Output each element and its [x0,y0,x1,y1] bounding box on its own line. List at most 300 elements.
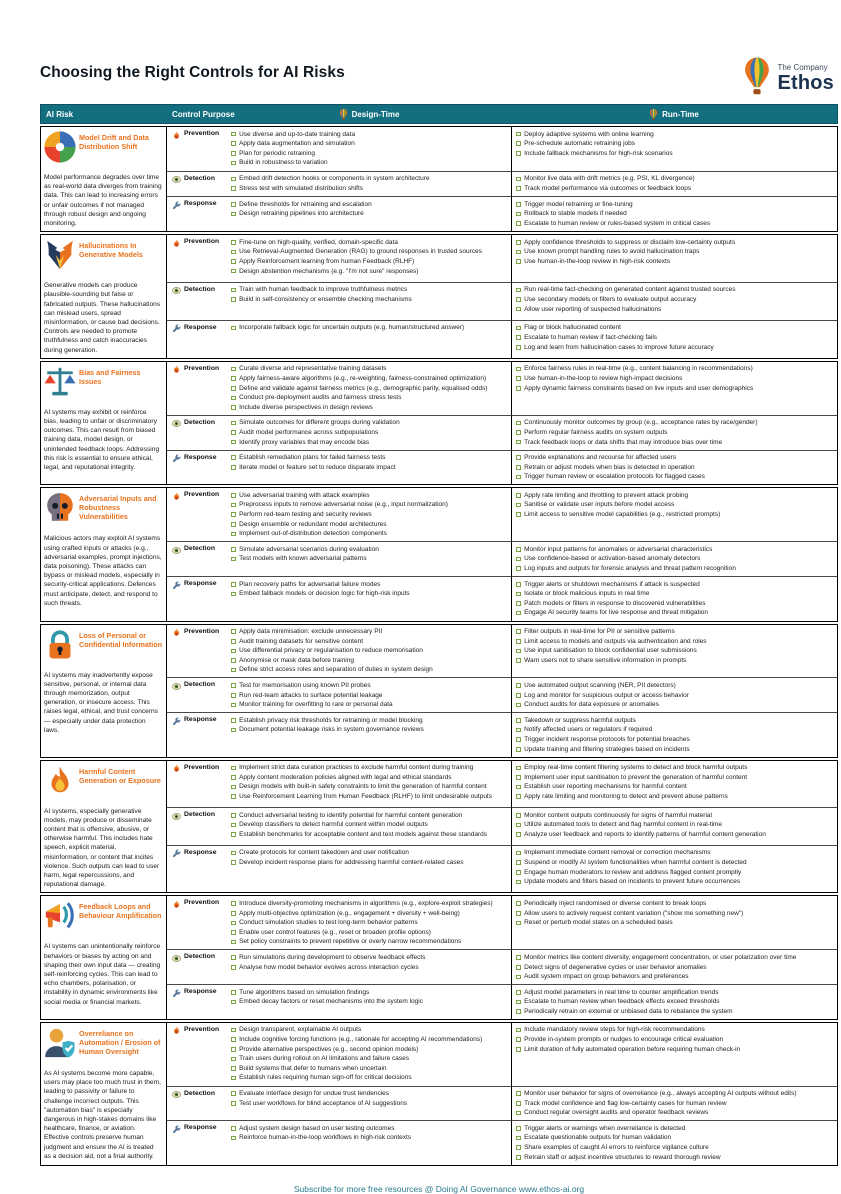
control-item [231,520,507,530]
control-item [231,510,507,520]
checkbox-icon [516,297,521,302]
control-item-text: Implement out-of-distribution detection components [239,530,387,538]
control-item [516,384,833,394]
control-item-text: Limit duration of fully automated operation before requiring human check-in [524,1045,741,1053]
checkbox-icon [231,132,236,137]
checkbox-icon [516,880,521,885]
bullet-list [516,811,833,840]
detection-icon [172,953,181,963]
control-item-text: Use differential privacy or regularisation to reduce memorisation [239,647,423,655]
checkbox-icon [516,503,521,508]
bullet-list [231,418,507,447]
balloon-icon [742,56,772,101]
bullet-list [516,953,833,982]
human-oversight-icon [43,1026,77,1060]
checkbox-icon [516,629,521,634]
checkbox-icon [231,649,236,654]
design-time-cell [227,488,511,542]
control-item-text: Adjust model parameters in real time to counter amplification trends [524,988,719,996]
purpose-cell-response [167,713,227,756]
control-item [231,637,507,647]
control-item-text: Include fallback mechanisms for high-risk scenarios [524,149,673,157]
bullet-list [516,491,833,520]
control-item [231,545,507,555]
control-item [516,735,833,745]
checkbox-icon [231,668,236,673]
run-time-cell [511,197,837,231]
purpose-cell-detection [167,1087,227,1122]
control-item-text: Establish rules requiring human sign-off for critical decisions [239,1074,412,1082]
checkbox-icon [516,975,521,980]
control-item-text: Log and learn from hallucination cases to improve future accuracy [524,343,714,351]
control-item [231,463,507,473]
control-item-text: Use secondary models or filters to evaluate output accuracy [524,295,697,303]
risk-description: Model performance degrades over time as real-world data diverges from training data. This can lead to increasing errors or unfair outcomes if not managed through robust design and ongoing monitoring. [44,174,162,228]
bullet-list [231,763,507,801]
control-item-text: Implement user input sanitisation to prevent the generation of harmful content [524,773,748,781]
checkbox-icon [516,683,521,688]
risk-title: Loss of Personal or Confidential Information [79,630,163,649]
control-item [516,428,833,438]
bullet-list [516,1025,833,1054]
response-icon [172,580,181,590]
purpose-cell-response [167,451,227,485]
control-item-text: Implement immediate content removal or correction mechanisms [524,849,711,857]
checkbox-icon [231,728,236,733]
control-item [516,438,833,448]
purpose-label: Response [184,848,217,856]
control-item [516,580,833,590]
control-item [516,830,833,840]
control-item-text: Adjust system design based on user testing outcomes [239,1124,395,1132]
purpose-cell-detection [167,808,227,846]
risk-title: Bias and Fairness Issues [79,367,141,386]
checkbox-icon [516,1111,521,1116]
purpose-label: Response [184,453,217,461]
risk-title: Overreliance on Automation / Erosion of Human Oversight [79,1028,161,1056]
checkbox-icon [231,990,236,995]
checkbox-icon [516,658,521,663]
checkbox-icon [516,132,521,137]
color-wheel-icon [43,130,77,164]
control-item [516,285,833,295]
run-time-cell [511,678,837,713]
checkbox-icon [516,1028,521,1033]
control-item-text: Design models with built-in safety constraints to limit the generation of harmful content [239,783,487,791]
control-item-text: Establish benchmarks for acceptable content and test models against these standards [239,830,487,838]
checkbox-icon [231,1066,236,1071]
header-design-time [227,108,511,121]
purpose-label: Response [184,200,217,208]
control-item [231,1089,507,1099]
control-item-text: Share examples of caught AI errors to reinforce vigilance culture [524,1144,709,1152]
prevention-icon [172,764,181,774]
checkbox-icon [516,335,521,340]
checkbox-icon [516,141,521,146]
checkbox-icon [231,493,236,498]
purpose-cell-prevention [167,127,227,172]
bullet-list [516,238,833,267]
control-item [231,1064,507,1074]
control-item [516,763,833,773]
checkbox-icon [231,658,236,663]
design-time-cell [227,808,511,846]
control-item-text: Run real-time fact-checking on generated content against trusted sources [524,286,736,294]
prevention-icon [172,1026,181,1036]
checkbox-icon [231,592,236,597]
run-time-cell [511,488,837,542]
control-item [231,130,507,140]
control-item-text: Plan recovery paths for adversarial failure modes [239,580,381,588]
checkbox-icon [231,794,236,799]
checkbox-icon [231,639,236,644]
checkbox-icon [231,151,236,156]
checkbox-icon [516,151,521,156]
checkbox-icon [231,930,236,935]
control-item-text: Simulate adversarial scenarios during evaluation [239,545,379,553]
detection-icon [172,545,181,555]
control-item [516,247,833,257]
control-item [516,899,833,909]
risk-head [43,130,163,170]
control-item [516,1124,833,1134]
checkbox-icon [516,440,521,445]
control-item-text: Limit access to sensitive model capabilities (e.g., restricted prompts) [524,511,721,519]
checkbox-icon [231,367,236,372]
control-item [231,1045,507,1055]
balloon-icon [649,108,658,121]
purpose-label: Response [184,716,217,724]
control-item-text: Isolate or block malicious inputs in real time [524,590,650,598]
risk-head [43,628,163,668]
purpose-cell-detection [167,950,227,985]
design-time-cell [227,1087,511,1122]
checkbox-icon [231,269,236,274]
design-time-cell [227,846,511,892]
control-item [516,820,833,830]
checkbox-icon [516,240,521,245]
checkbox-icon [516,737,521,742]
control-item-text: Utilize automated tools to detect and flag harmful content in real-time [524,821,723,829]
control-item-text: Use human-in-the-loop to review high-impact decisions [524,374,683,382]
control-item-text: Conduct audits for data exposure or anomalies [524,701,659,709]
run-time-cell [511,625,837,679]
response-icon [172,200,181,210]
design-time-cell [227,172,511,197]
control-item [231,200,507,210]
logo-name-label: Ethos [777,72,834,94]
risk-row [40,624,838,758]
checkbox-icon [231,1126,236,1131]
control-item [516,1007,833,1017]
purpose-label: Detection [184,418,215,426]
control-item-text: Trigger alerts or shutdown mechanisms if attack is suspected [524,580,700,588]
checkbox-icon [516,693,521,698]
checkbox-icon [516,367,521,372]
control-item-text: Enforce fairness rules in real-time (e.g., content balancing in recommendations) [524,365,753,373]
control-item [231,716,507,726]
detection-icon [172,811,181,821]
control-item-text: Filter outputs in real-time for PII or sensitive patterns [524,628,675,635]
control-item [516,1143,833,1153]
run-time-cell [511,577,837,620]
purpose-label: Detection [184,953,215,961]
control-item [231,953,507,963]
bullet-list [231,238,507,276]
bullet-list [516,848,833,886]
padlock-icon [43,628,77,662]
checkbox-icon [516,1009,521,1014]
design-time-cell [227,283,511,321]
checkbox-icon [516,718,521,723]
flame-icon [43,764,77,798]
control-item-text: Conduct simulation studies to test long-term behavior patterns [239,919,418,927]
control-item-text: Engage human moderators to review and address flagged content promptly [524,868,742,876]
control-item-text: Detect signs of degenerative cycles or user behavior anomalies [524,963,707,971]
control-item [231,364,507,374]
risk-cell [41,761,167,893]
control-item-text: Build in robustness to variation [239,159,328,167]
risk-row [40,1022,838,1166]
bullet-list [516,130,833,159]
control-item [231,149,507,159]
checkbox-icon [516,421,521,426]
control-item [516,1108,833,1118]
purpose-cell-response [167,577,227,620]
bullet-list [231,453,507,472]
control-item [516,725,833,735]
control-item [231,438,507,448]
checkbox-icon [516,766,521,771]
checkbox-icon [231,557,236,562]
purpose-label: Prevention [184,491,220,499]
control-item-text: Monitor live data with drift metrics (e.g. PSI, KL divergence) [524,175,695,183]
control-item [516,209,833,219]
risk-description: As AI systems become more capable, users may place too much trust in them, leading to passivity or failure to challenge incorrect outputs. This "automation bias" is especially dangerous in high-stakes domains like healthcare, finance, or aviation. Effective controls preserve human judgment and ensure the AI is treated as a decision aid, not a final authority. [44,1069,161,1160]
megaphone-icon [43,899,77,933]
skull-icon [43,491,77,525]
control-item [231,418,507,428]
checkbox-icon [231,405,236,410]
checkbox-icon [516,901,521,906]
design-time-cell [227,761,511,808]
checkbox-icon [231,1028,236,1033]
control-item [516,323,833,333]
design-time-cell [227,950,511,985]
logo-company-label: The Company [777,63,828,72]
control-item-text: Limit access to models and outputs via authentication and roles [524,637,707,645]
control-item-text: Establish remediation plans for failed fairness tests [239,454,386,462]
control-item [516,997,833,1007]
risk-description: AI systems can unintentionally reinforce behaviors or biases by acting on and shaping their own input data — creating self-reinforcing cycles. This can lead to echo chambers, polarisation, or instability in dynamic environments like social media or financial markets. [44,943,161,1006]
control-item [231,1073,507,1083]
control-item [231,428,507,438]
checkbox-icon [516,376,521,381]
response-icon [172,324,181,334]
design-time-cell [227,985,511,1019]
control-item-text: Log and monitor for suspicious output or access behavior [524,691,689,699]
control-item [231,403,507,413]
control-item-text: Engage AI security teams for live response and threat mitigation [524,609,708,617]
risk-cell [41,127,167,231]
purpose-cell-prevention [167,761,227,808]
control-item-text: Define strict access roles and separation of duties in system design [239,666,433,674]
run-time-balloon-icon [649,108,658,121]
control-item-text: Conduct adversarial testing to identify potential for harmful content generation [239,811,463,819]
control-item [516,139,833,149]
purpose-label: Response [184,1124,217,1132]
control-item-text: Incorporate fallback logic for uncertain outputs (e.g. human/structured answer) [239,324,465,332]
control-item-text: Apply dynamic fairness constraints based on live inputs and user demographics [524,384,754,392]
control-item-text: Track model confidence and flag low-certainty cases for human review [524,1099,727,1107]
design-time-cell [227,362,511,416]
checkbox-icon [231,785,236,790]
run-time-cell [511,235,837,283]
checkbox-icon [516,649,521,654]
control-item [516,1133,833,1143]
run-time-cell [511,362,837,416]
header-run-time-label: Run-Time [662,109,699,119]
control-item [516,343,833,353]
purpose-label: Prevention [184,1025,220,1033]
design-time-cell [227,451,511,485]
control-item-text: Evaluate interface design for undue trust tendencies [239,1090,390,1098]
control-item [516,811,833,821]
control-item-text: Pre-schedule automatic retraining jobs [524,140,636,148]
control-item-text: Log inputs and outputs for forensic analysis and threat pattern recognition [524,565,736,573]
purpose-cell-detection [167,172,227,197]
control-item [516,564,833,574]
control-item-text: Design ensemble or redundant model architectures [239,520,387,528]
control-item-text: Stress test with simulated distribution shifts [239,184,364,192]
checkbox-icon [516,557,521,562]
header-design-time-label: Design-Time [351,109,400,119]
control-item-text: Retrain or adjust models when bias is detected in operation [524,463,695,471]
control-item-text: Apply data minimisation: exclude unnecessary PII [239,628,383,635]
control-item-text: Suspend or modify AI system functionalities when harmful content is detected [524,859,747,867]
logo-text [777,64,834,93]
prevention-icon [172,491,181,501]
control-item [231,529,507,539]
control-item [516,1025,833,1035]
checkbox-icon [231,512,236,517]
risk-cell [41,1023,167,1165]
risk-head [43,764,163,804]
control-item-text: Conduct regular oversight audits and operator feedback reviews [524,1109,709,1117]
bullet-list [231,491,507,539]
control-item-text: Use Reinforcement Learning from Human Feedback (RLHF) to limit undesirable outputs [239,792,492,800]
bullet-list [231,681,507,710]
control-item [516,1089,833,1099]
control-item-text: Use confidence-based or activation-based anomaly detectors [524,555,701,563]
control-item-text: Apply rate limiting and throttling to prevent attack probing [524,491,689,499]
control-item-text: Simulate outcomes for different groups during validation [239,419,400,427]
risk-head [43,899,163,939]
control-item [231,1099,507,1109]
design-time-balloon-icon [339,108,348,121]
control-item [516,700,833,710]
control-item [231,267,507,277]
checkbox-icon [231,440,236,445]
control-item-text: Provide alternative perspectives (e.g., second opinion models) [239,1045,419,1053]
design-time-cell [227,542,511,577]
control-item-text: Define thresholds for retraining and escalation [239,200,372,208]
control-item [231,820,507,830]
control-item-text: Apply content moderation policies aligned with legal and ethical standards [239,773,452,781]
risk-cell [41,896,167,1019]
control-item [231,646,507,656]
detection-icon [172,175,181,185]
bullet-list [516,285,833,314]
control-item [231,997,507,1007]
checkbox-icon [231,965,236,970]
control-item [231,928,507,938]
control-item [516,953,833,963]
bullet-list [231,716,507,735]
control-item [516,1153,833,1163]
control-item [231,858,507,868]
checkbox-icon [516,1091,521,1096]
control-item-text: Define and validate against fairness metrics (e.g., demographic parity, equalised odds) [239,384,488,392]
response-icon [172,454,181,464]
control-item-text: Monitor training for overfitting to rare or personal data [239,701,393,709]
control-item [231,238,507,248]
purpose-label: Response [184,580,217,588]
bullet-list [231,285,507,304]
bullet-list [516,200,833,229]
checkbox-icon [516,728,521,733]
checkbox-icon [231,823,236,828]
control-item [516,877,833,887]
footer-text: Subscribe for more free resources @ Doing AI Governance [293,1183,517,1194]
control-item-text: Monitor metrics like content diversity, engagement concentration, or user polarization over time [524,953,797,961]
control-item [231,257,507,267]
risk-row [40,234,838,359]
control-item [231,627,507,637]
control-item [231,937,507,947]
control-item [231,295,507,305]
design-time-cell [227,235,511,283]
control-item-text: Notify affected users or regulators if required [524,726,653,734]
bullet-list [516,418,833,447]
checkbox-icon [231,940,236,945]
checkbox-icon [231,386,236,391]
detection-icon [172,1090,181,1100]
checkbox-icon [516,345,521,350]
bullet-list [231,899,507,947]
checkbox-icon [516,921,521,926]
control-item [231,184,507,194]
checkbox-icon [231,1091,236,1096]
control-item [516,716,833,726]
control-item-text: Update models and filters based on incidents to prevent future occurrences [524,878,741,886]
control-item-text: Apply Reinforcement learning from human Feedback (RLHF) [239,257,415,265]
control-item-text: Identify proxy variables that may encode bias [239,438,370,446]
bullet-list [231,323,507,333]
balloon-icon [742,83,772,100]
bullet-list [231,953,507,972]
checkbox-icon [516,307,521,312]
control-item [231,1035,507,1045]
control-item-text: Document potential leakage risks in system governance reviews [239,726,424,734]
control-item-text: Flag or block hallucinated content [524,324,621,332]
control-item-text: Include diverse perspectives in design reviews [239,403,373,411]
checkbox-icon [231,376,236,381]
checkbox-icon [516,212,521,217]
checkbox-icon [231,1047,236,1052]
control-item [231,1124,507,1134]
footer-link[interactable]: www.ethos-ai.org [518,1183,585,1194]
